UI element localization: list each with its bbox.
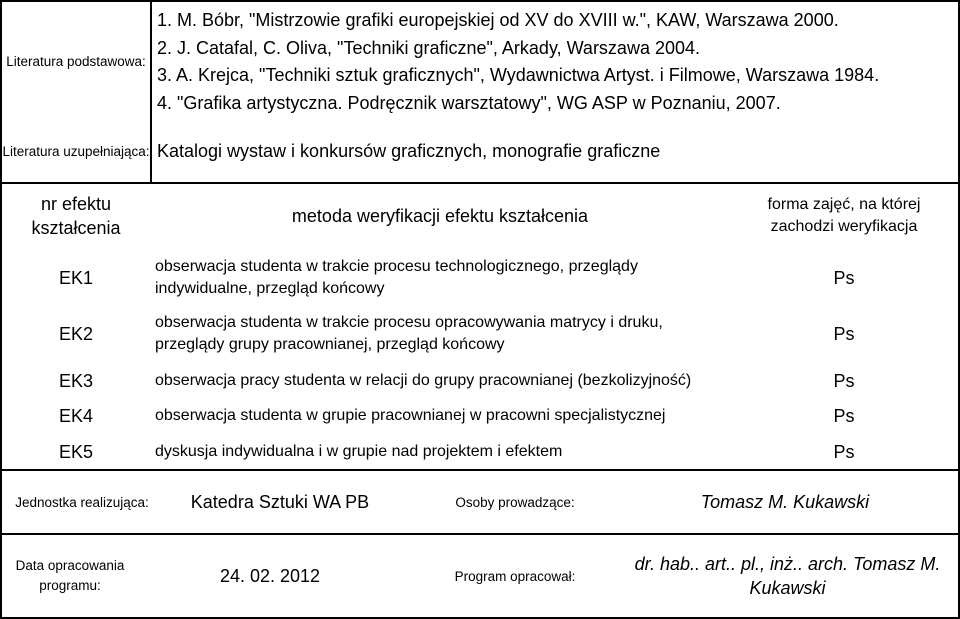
basic-literature-item-4: 4. "Grafika artystyczna. Podręcznik warsztatowy", WG ASP w Poznaniu, 2007. <box>157 93 781 113</box>
basic-literature-item-1: 1. M. Bóbr, "Mistrzowie grafiki europejskiej od XV do XVIII w.", KAW, Warszawa 2000. <box>157 10 839 30</box>
ek4-method: obserwacja studenta w grupie pracownianej w pracowni specjalistycznej <box>155 407 666 424</box>
supplementary-literature-text: Katalogi wystaw i konkursów graficznych, monografie graficzne <box>157 140 661 161</box>
basic-literature-item-3: 3. A. Krejca, "Techniki sztuk graficznych", Wydawnictwa Artyst. i Filmowe, Warszawa 1984. <box>157 65 880 85</box>
instructors-value: Tomasz M. Kukawski <box>700 491 870 512</box>
ek2-id: EK2 <box>58 323 94 344</box>
author-label: Program opracował: <box>454 568 576 584</box>
header-form: forma zajęć, na której zachodzi weryfikacja <box>767 196 921 235</box>
ek4-id: EK4 <box>58 405 94 426</box>
literature-divider <box>150 0 152 182</box>
unit-label: Jednostka realizująca: <box>15 494 149 510</box>
ek5-method: dyskusja indywidualna i w grupie nad projektem i efektem <box>155 443 563 460</box>
date-value: 24. 02. 2012 <box>219 565 321 586</box>
ek5-form: Ps <box>833 441 855 462</box>
ek1-method: obserwacja studenta w trakcie procesu technologicznego, przeglądy indywidualne, przegląd końcowy <box>155 258 638 297</box>
ek2-form: Ps <box>833 323 855 344</box>
ek1-id: EK1 <box>58 267 94 288</box>
instructors-label: Osoby prowadzące: <box>455 494 575 510</box>
ek4-form: Ps <box>833 405 855 426</box>
basic-literature-item-2: 2. J. Catafal, C. Oliva, "Techniki graficzne", Arkady, Warszawa 2004. <box>157 38 700 58</box>
footer-divider <box>0 533 960 535</box>
supplementary-literature-label: Literatura uzupełniająca: <box>2 143 150 159</box>
date-label: Data opracowania programu: <box>15 558 125 593</box>
ek1-form: Ps <box>833 267 855 288</box>
header-effect-number: nr efektu kształcenia <box>31 194 121 238</box>
ek3-id: EK3 <box>58 370 94 391</box>
unit-value: Katedra Sztuki WA PB <box>190 491 370 512</box>
basic-literature-label: Literatura podstawowa: <box>6 53 146 69</box>
ek2-method: obserwacja studenta w trakcie procesu opracowywania matrycy i druku, przeglądy grupy pracownianej, przegląd końcowy <box>155 314 663 353</box>
header-method: metoda weryfikacji efektu kształcenia <box>291 205 589 226</box>
author-value: dr. hab.. art.. pl., inż.. arch. Tomasz M. Kukawski <box>634 554 941 598</box>
ek3-form: Ps <box>833 370 855 391</box>
ek3-method: obserwacja pracy studenta w relacji do grupy pracownianej (bezkolizyjność) <box>155 372 692 389</box>
table-top-border <box>0 182 960 184</box>
ek5-id: EK5 <box>58 441 94 462</box>
